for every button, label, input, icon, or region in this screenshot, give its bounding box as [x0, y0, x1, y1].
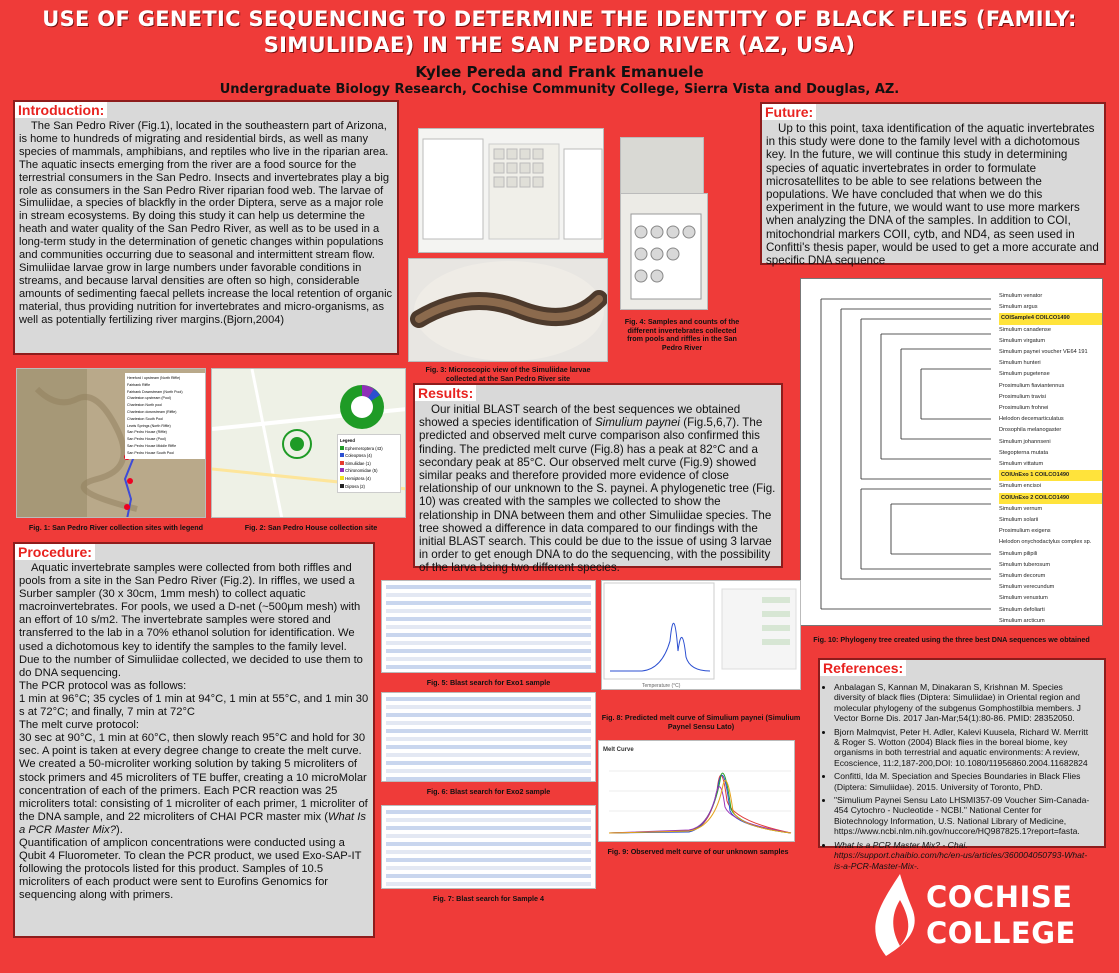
flame-icon: [862, 870, 936, 960]
predicted-melt-plot: [602, 581, 801, 690]
references-heading: References:: [820, 660, 906, 676]
legend-item: Simuliidae (1): [340, 460, 398, 468]
tree-leaf-label: Prosimulium fiaviantennus: [999, 382, 1065, 389]
procedure-p4: The melt curve protocol:: [19, 719, 140, 732]
fig7-blast-table: [381, 805, 596, 889]
results-text: Our initial BLAST search of the best sequences we obtained showed a species identification of Simulium paynei (Fig.5,6,7). The predicted and observed melt curve comparison also confirmed this finding. The predicted melt curve (Fig.8) has a peak at 82°C and a secondary peak at 85°C. Our observed melt curve (Fig.9) showed similar peaks and therefore provided more evidence of close relationship of our unknown to the S. paynei. A phylogenetic tree (Fig. 10) was created with the samples we collected to show the relationship in DNA between them and other Simuliidae species. The tree showed a difference in data compared to our findings with the initial BLAST search. This could be due to the issue of using 3 larvae in order to get enough DNA to do the sequencing, with the possibility of the larva being two different species.: [419, 403, 776, 575]
fig1-caption: Fig. 1: San Pedro River collection sites with legend: [28, 523, 204, 532]
legend-swatch: [340, 453, 344, 457]
fig1-legend: [125, 373, 206, 459]
reference-item: • Confitti, Ida M. Speciation and Species Boundaries in Black Flies (Diptera: Simuliidae). 2015. University of Toronto, PhD.: [834, 771, 1096, 792]
legend-item: Charleston North pool: [127, 403, 162, 408]
cochise-college-logo: [862, 870, 1112, 970]
tree-leaf-label: Simulium virgatum: [999, 337, 1046, 344]
introduction-text: The San Pedro River (Fig.1), located in the southeastern part of Arizona, is home to hundreds of migrating and residential birds, as well as many species of mammals, amphibians, and reptiles who live in the riparian area. The aquatic insects emerging from the river are a food source for the terrestrial consumers in the San Pedro. Insects and invertebrates play a big role as consumers in the San Pedro River riparian food web. The larvae of Simuliidae, a species of blackfly in the order Diptera, serve as a major role in stream ecosystems. By doing this study it can help us determine the heath and water quality of the San Pedro River, as well as to be used in a long-term study in the determination of genetic changes within populations and communities occurring due to seasonal and intermittent stream flow. Simuliidae larvae grow in large numbers under favorable conditions in streams, and because larval densities are often so high, considerable amounts of sedimenting faecal pellets increase the local retention of organic material, thus providing nutrition for invertebrates and micro-organisms, as well as potentially fertilizing river margins.(Bjorn,2004): [19, 120, 393, 326]
fig6-blast-table: [381, 692, 596, 782]
reference-item: • What Is a PCR Master Mix? - Chai. https://support.chaibio.com/hc/en-us/articles/360004050793-What-is-a-PCR-Master-Mix-.: [834, 840, 1096, 871]
fig2-caption: Fig. 2: San Pedro House collection site: [244, 523, 378, 532]
tree-leaf-label: Simulium pilipili: [999, 550, 1038, 557]
tree-leaf-label: Simulium vernum: [999, 505, 1043, 512]
legend-item: San Pedro House (Pool): [127, 437, 166, 442]
melt-curve-title: Melt Curve: [603, 747, 634, 753]
fig3-worksheet-photo: [418, 128, 604, 253]
affiliation: Undergraduate Biology Research, Cochise Community College, Sierra Vista and Douglas, AZ.: [219, 82, 900, 97]
tree-labels: [999, 291, 1103, 626]
legend-item: Charleston South Pool: [127, 416, 163, 421]
fig5-caption: Fig. 5: Blast search for Exo1 sample: [426, 678, 551, 687]
poster-title: [0, 6, 1119, 58]
tree-leaf-label: Simulium verecundum: [999, 584, 1055, 591]
fig3-larva-photo: [408, 258, 608, 362]
tree-leaf-label: Simulium canadense: [999, 326, 1051, 333]
fig1-map-image: [16, 368, 206, 518]
tree-leaf-label: Simulium hunteri: [999, 360, 1041, 367]
results-heading: Results:: [415, 385, 476, 401]
tree-leaf-label: Stegopterna mutata: [999, 449, 1049, 456]
introduction-panel: [13, 100, 399, 355]
authors: Kylee Pereda and Frank Emanuele: [415, 63, 704, 81]
tree-leaf-label-highlighted: COISample4 COILCO1490: [999, 313, 1103, 324]
tree-leaf-label: Simulium venator: [999, 293, 1043, 299]
legend-item: Ephemeroptera (43): [340, 445, 398, 453]
legend-item: San Pedro House (Riffle): [127, 430, 167, 435]
legend-item: Coleoptera (4): [340, 452, 398, 460]
references-panel: [818, 658, 1106, 871]
future-heading: Future:: [762, 104, 816, 120]
procedure-panel: [13, 542, 375, 938]
fig9-caption: Fig. 9: Observed melt curve of our unknown samples: [607, 847, 789, 856]
fig4-sample-vials-photo: [620, 193, 708, 310]
tree-leaf-label: Simulium decorum: [999, 573, 1046, 580]
legend-swatch: [340, 484, 344, 488]
legend-item: Charleston downstream (Riffle): [127, 409, 177, 414]
reference-item: • "Simulium Paynei Sensu Lato LHSMI357-09 Voucher Sim-Canada-454 Cytochro - Nucleotide - NCBI." National Center for Biotechnology Information, U.S. National Library of Medicine, https://www.ncbi.nlm.nih.gov/nuccore/HQ987825.1?report=fasta.: [834, 795, 1096, 837]
reference-item: • Anbalagan S, Kannan M, Dinakaran S, Krishnan M. Species diversity of black flies (Diptera: Simuliidae) in Oriental region and molecular phylogeny of the subgenus Gomphostilbia members. J Vector Borne Dis. 2017 Jan-Mar;54(1):80-86. PMID: 28352050.: [834, 682, 1096, 724]
introduction-heading: Introduction:: [15, 102, 107, 118]
observed-melt-plot: [599, 741, 795, 842]
tree-leaf-label: Simulium pugetense: [999, 371, 1050, 378]
fig7-caption: Fig. 7: Blast search for Sample 4: [432, 894, 545, 903]
tree-leaf-label: Simulium johannseni: [999, 438, 1051, 445]
procedure-p1: Aquatic invertebrate samples were collected from both riffles and pools from a site in the San Pedro River (Fig.2). In riffles, we used a Surber sampler (30 x 30cm, 1mm mesh) to collect aquatic macroinvertebrates. For pools, we used a D-net (~500μm mesh) with an effort of 10 s/m2. The invertebrate samples were stored and transferred to the lab in a 70% ethanol solution for identification. We used a dichotomous key to identify the samples to the family level. Due to the number of Simuliidae collected, we decided to use them to do DNA sequencing.: [19, 562, 363, 679]
tree-leaf-label: Prosimulium frohnei: [999, 405, 1049, 412]
fig8-caption: Fig. 8: Predicted melt curve of Simulium paynei (Simulium Paynel Sensu Lato): [601, 713, 801, 731]
predicted-melt-xlabel: Temperature (°C): [642, 683, 681, 689]
tree-leaf-label: Simulium argus: [999, 304, 1038, 311]
vials-illustration: [621, 194, 708, 310]
legend-item: Chironomidae (5): [340, 467, 398, 475]
fig10-caption: Fig. 10: Phylogeny tree created using the three best DNA sequences we obtained: [813, 635, 1090, 644]
legend-title: Legend: [340, 438, 355, 443]
worksheet-illustration: [419, 129, 604, 253]
fig4-sample-tray-photo: [620, 137, 704, 197]
logo-text-line1: COCHISE: [926, 880, 1073, 914]
legend-swatch: [340, 468, 344, 472]
tree-leaf-label: Simulium encisoi: [999, 483, 1041, 490]
legend-item: San Pedro House Middle Riffle: [127, 443, 177, 448]
procedure-p2: The PCR protocol was as follows:: [19, 679, 187, 692]
fig5-blast-table: [381, 580, 596, 673]
legend-item: Hemiptera (4): [340, 475, 398, 483]
legend-item: Hereford / upstream (North Riffle): [127, 376, 181, 380]
title-line-1: USE OF GENETIC SEQUENCING TO DETERMINE THE IDENTITY OF BLACK FLIES (FAMILY:: [42, 7, 1077, 31]
tree-leaf-label: Simulium paynei voucher VE64 191: [999, 349, 1088, 356]
fig8-predicted-melt-curve: [601, 580, 801, 690]
tree-leaf-label: Drosophila melanogaster: [999, 427, 1062, 434]
legend-item: Fairbank Riffle: [127, 382, 151, 387]
fig2-map-image: [211, 368, 406, 518]
procedure-p7: Quantification of amplicon concentrations were conducted using a Qubit 4 Fluorometer. To clean the PCR product, we used Exo-SAP-IT following the protocols listed for this product. Samples of 10.5 microliters of each product were sent to Eurofins Genomics for sequencing along with primers.: [19, 836, 362, 902]
procedure-p5: 30 sec at 90°C, 1 min at 60°C, then slowly reach 95°C and hold for 30 sec. A point is taken at every degree change to create the melt curve.: [19, 732, 366, 758]
future-text: Up to this point, taxa identification of the aquatic invertebrates in this study were done to the family level with a dichotomous key. In the future, we will continue this study in determining species of aquatic invertebrates in order to formulate microsatellites to be able to see relations between the populations. We have concluded that when we do this experiment in the future, we would want to use more markers when analyzing the DNA of the samples. In addition to COI, mitochondrial markers COII, cytb, and ND4, as seen used in Confitti's thesis paper, would be used to get a more accurate and specific DNA sequence: [766, 122, 1099, 268]
tree-leaf-label: Simulium defoliarti: [999, 606, 1045, 613]
legend-item: San Pedro House South Pool: [127, 450, 174, 455]
legend-swatch: [340, 461, 344, 465]
tree-leaf-label: Simulium solarii: [999, 517, 1039, 524]
fig6-caption: Fig. 6: Blast search for Exo2 sample: [426, 787, 551, 796]
fig10-phylogeny-tree: [800, 278, 1103, 626]
procedure-heading: Procedure:: [15, 544, 95, 560]
legend-item: Charleston upstream (Pool): [127, 396, 171, 401]
legend-swatch: [340, 476, 344, 480]
larva-illustration: [409, 259, 608, 362]
reference-item: • Bjorn Malmqvist, Peter H. Adler, Kalevi Kuusela, Richard W. Merritt & Roger S. Wotton (2004) Black flies in the boreal biome, key organisms in both terrestrial and aquatic environments: A review, Ecoscience, 11:2,187-200,DOI: 10.1080/11956860.2004.11682824: [834, 727, 1096, 769]
logo-text-line2: COLLEGE: [926, 916, 1076, 950]
fig2-legend: [337, 434, 401, 493]
future-panel: [760, 102, 1106, 268]
tree-leaf-label: Simulium arcticum: [999, 617, 1045, 624]
tree-leaf-label-highlighted: COIUnExo 2 COILCO1490: [999, 493, 1103, 504]
tree-leaf-label: Simulium vittatum: [999, 461, 1044, 468]
legend-item: Diptera (2): [340, 483, 398, 491]
procedure-p3: 1 min at 96°C; 35 cycles of 1 min at 94°C, 1 min at 55°C, and 1 min 30 s at 72°C; and finally, 7 min at 72°C: [19, 692, 369, 719]
procedure-text: [15, 562, 373, 902]
tree-leaf-label: Simulium tuberosum: [999, 561, 1050, 568]
tree-leaf-label-highlighted: COIUnExo 1 COILCO1490: [999, 470, 1103, 481]
title-line-2: SIMULIIDAE) IN THE SAN PEDRO RIVER (AZ, USA): [263, 33, 856, 57]
fig9-observed-melt-curve: [598, 740, 795, 842]
fig4-caption: Fig. 4: Samples and counts of the different invertebrates collected from pools and riffles in the San Pedro River: [624, 317, 740, 352]
legend-swatch: [340, 446, 344, 450]
species-name: Simulium paynei: [594, 416, 681, 430]
tree-leaf-label: Prosimulium travisi: [999, 393, 1046, 400]
results-panel: [413, 383, 783, 575]
tree-leaf-label: Simulium venustum: [999, 595, 1048, 602]
fig3-caption: Fig. 3: Microscopic view of the Simuliidae larvae collected at the San Pedro River site: [425, 365, 591, 383]
tree-leaf-label: Helodon decemarticulatus: [999, 416, 1064, 423]
tree-leaf-label: Helodon onychodactylus complex sp.: [999, 539, 1092, 546]
legend-item: Lewis Springs (North Riffle): [127, 423, 171, 428]
procedure-p6: We created a 50-microliter working solution by taking 5 microliters of stock primers and 45 microliters of TE buffer, creating a 10 microMolar concentration of each of the primers. Each PCR reaction was 25 microliters total: consisting of 1 microliter of each primer, 1 microliter of the DNA sample, and 22 microliters of CHAI PCR master mix (What Is a PCR Master Mix?).: [19, 758, 368, 836]
references-list: [820, 678, 1104, 871]
legend-item: Fairbank Downstream (North Pool): [127, 389, 183, 394]
tree-leaf-label: Prosimulium exigens: [999, 528, 1051, 535]
